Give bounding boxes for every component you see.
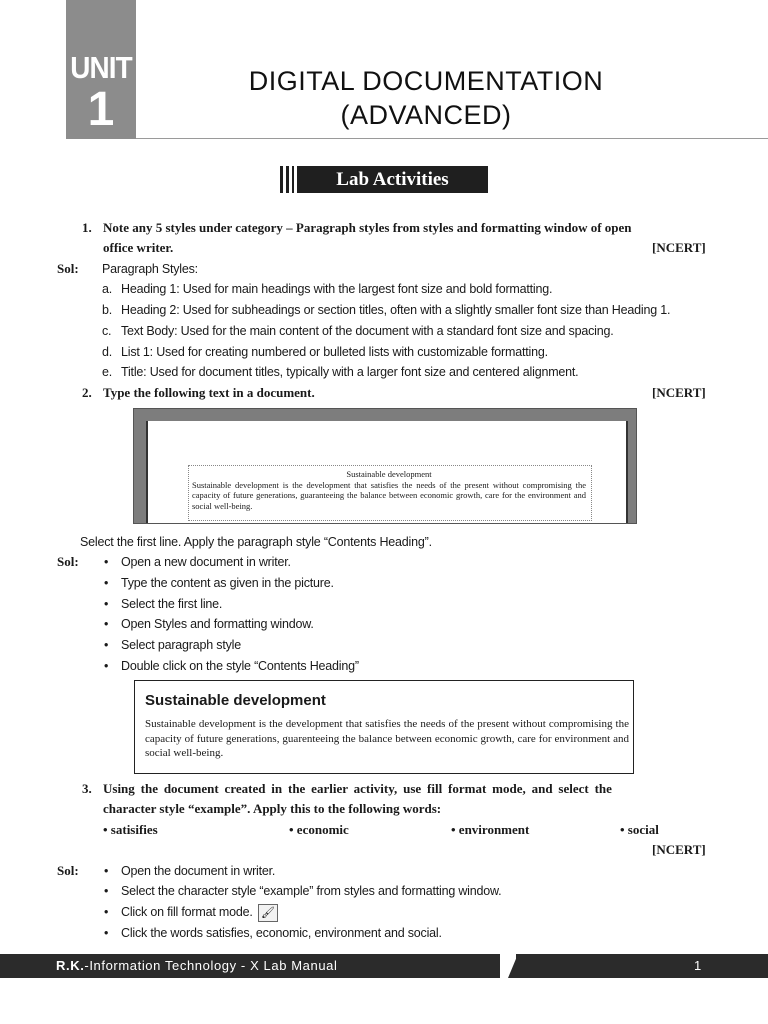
- q1-ncert-tag: [NCERT]: [652, 240, 706, 255]
- q1-item-marker: d.: [102, 345, 113, 359]
- result-screenshot: [134, 680, 634, 774]
- title-divider: [136, 138, 768, 139]
- q3-step: Open the document in writer.: [121, 864, 276, 878]
- q1-item-marker: c.: [102, 324, 112, 338]
- document-page: [146, 421, 628, 523]
- q3-word: • economic: [289, 822, 349, 837]
- q1-item-marker: a.: [102, 282, 113, 296]
- q1-question-line1: Note any 5 styles under category – Paragraph styles from styles and formatting window of open: [103, 220, 632, 235]
- q2-step: Double click on the style “Contents Heading”: [121, 659, 359, 673]
- footer-title: [0, 954, 500, 978]
- banner-label: Lab Activities: [297, 166, 488, 193]
- bullet: •: [104, 659, 109, 673]
- q1-number: 1.: [82, 220, 92, 235]
- q2-number: 2.: [82, 385, 92, 400]
- q2-question: Type the following text in a document.: [103, 385, 315, 400]
- banner-stripe: [292, 166, 294, 193]
- lab-activities-banner: [280, 166, 488, 193]
- q1-item-marker: b.: [102, 303, 113, 317]
- bullet: •: [104, 905, 109, 919]
- document-screenshot: [133, 408, 637, 524]
- page-number: 1: [694, 958, 702, 973]
- unit-number: 1: [87, 83, 115, 136]
- bullet: •: [104, 617, 109, 631]
- q1-item-text: Title: Used for document titles, typically with a larger font size and centered alignment.: [121, 365, 579, 379]
- result-heading: Sustainable development: [145, 692, 326, 709]
- q1-question-line2: office writer.: [103, 240, 174, 255]
- q2-instruction: Select the first line. Apply the paragraph style “Contents Heading”.: [80, 535, 432, 549]
- q1-sol-label: Sol:: [57, 261, 79, 276]
- q2-step: Select paragraph style: [121, 638, 241, 652]
- q2-step: Open a new document in writer.: [121, 555, 291, 569]
- document-text: [192, 469, 586, 511]
- bullet: •: [104, 555, 109, 569]
- page-title-line2: (ADVANCED): [340, 100, 512, 130]
- banner-stripe: [286, 166, 289, 193]
- q3-step: Click the words satisfies, economic, environment and social.: [121, 926, 442, 940]
- q3-number: 3.: [82, 781, 92, 796]
- document-body: Sustainable development is the development that satisfies the needs of the present without compromising the capacity of future generations, guaranteeing the balance between economic growth, care for the environment and social well-being.: [192, 479, 586, 511]
- q3-word: • environment: [451, 822, 530, 837]
- footer-brand: R.K.: [56, 958, 85, 973]
- q3-ncert-tag: [NCERT]: [652, 842, 706, 857]
- document-heading: Sustainable development: [346, 469, 432, 479]
- q3-step: Click on fill format mode.: [121, 905, 253, 919]
- q3-word: • social: [620, 822, 659, 837]
- q1-item-text: List 1: Used for creating numbered or bulleted lists with customizable formatting.: [121, 345, 548, 359]
- q2-sol-label: Sol:: [57, 554, 79, 569]
- bullet: •: [104, 864, 109, 878]
- bullet: •: [104, 926, 109, 940]
- q2-step: Type the content as given in the picture.: [121, 576, 334, 590]
- q3-sol-label: Sol:: [57, 863, 79, 878]
- q3-step: Select the character style “example” from styles and formatting window.: [121, 884, 502, 898]
- bullet: •: [104, 638, 109, 652]
- q1-item-text: Text Body: Used for the main content of the document with a standard font size and spacing.: [121, 324, 614, 338]
- q1-item-marker: e.: [102, 365, 113, 379]
- q1-intro: Paragraph Styles:: [102, 262, 198, 276]
- page-title-line1: DIGITAL DOCUMENTATION: [248, 66, 604, 96]
- q1-item-text: Heading 2: Used for subheadings or section titles, often with a slightly smaller font size than Heading 1.: [121, 303, 671, 317]
- page-footer: [0, 954, 768, 978]
- footer-text: -Information Technology - X Lab Manual: [84, 958, 338, 973]
- q2-ncert-tag: [NCERT]: [652, 385, 706, 400]
- q3-question-line2: character style “example”. Apply this to the following words:: [103, 801, 442, 816]
- unit-word: UNIT: [70, 50, 132, 85]
- bullet: •: [104, 597, 109, 611]
- q3-word: • satisifies: [103, 822, 158, 837]
- q1-item-text: Heading 1: Used for main headings with the largest font size and bold formatting.: [121, 282, 553, 296]
- q2-step: Select the first line.: [121, 597, 223, 611]
- fill-format-icon: 🖌: [258, 904, 278, 922]
- q3-step-with-icon: [121, 903, 278, 922]
- bullet: •: [104, 576, 109, 590]
- q2-step: Open Styles and formatting window.: [121, 617, 314, 631]
- bullet: •: [104, 884, 109, 898]
- footer-page-bar: [516, 954, 768, 978]
- result-body: Sustainable development is the development that satisfies the needs of the present without compromising the capacity of future generations, guarenteeing the balance between economic growth, care for environment and social well-being.: [145, 718, 629, 759]
- banner-stripe: [280, 166, 283, 193]
- q3-question-line1: Using the document created in the earlier activity, use fill format mode, and select the: [103, 781, 612, 796]
